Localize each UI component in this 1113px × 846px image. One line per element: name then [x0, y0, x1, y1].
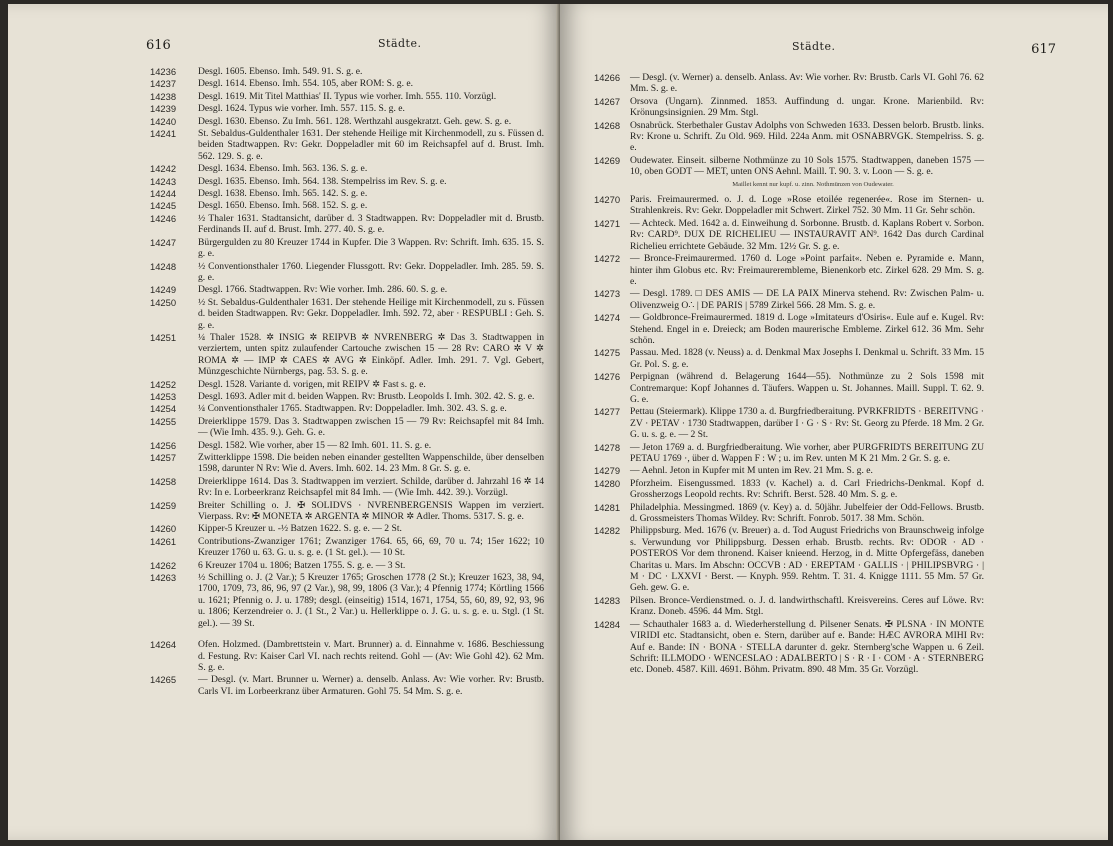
catalog-entry — [150, 523, 544, 534]
entry-text: Desgl. 1693. Adler mit d. beiden Wappen. Rv: Brustb. Leopolds I. Imh. 302. 42. S. g. e. — [198, 390, 535, 402]
catalog-entry — [150, 536, 544, 559]
entry-text: ½ Thaler 1631. Stadtansicht, darüber d. 3 Stadtwappen. Rv: Doppeladler mit d. Brustb. Ferdinands II. auf d. Brust. Imh. 277. 40. S. g. e. — [198, 212, 544, 236]
entry-number: 14262 — [150, 559, 177, 571]
entry-number: 14237 — [150, 78, 177, 90]
entry-number: 14284 — [594, 618, 621, 630]
entry-text: Pforzheim. Eisengussmed. 1833 (v. Kachel) a. d. Carl Friedrichs-Denkmal. Kopf d. Grossherzogs Leopold rechts. Rv: Schrift. Berst. 528. 40 Mm. S. g. e. — [630, 477, 984, 501]
catalog-entry — [150, 572, 544, 629]
catalog-entry — [594, 619, 984, 676]
entry-text: Perpignan (während d. Belagerung 1644—55). Nothmünze zu 2 Sols 1598 mit Contremarque: Kopf Johannes d. Täufers. Wappen u. St. Johannes. Maill. Suppl. T. 62. 9. G. e. — [630, 371, 984, 405]
entry-number: 14271 — [594, 217, 621, 229]
entry-text: Breiter Schilling o. J. ✠ SOLIDVS · NVRENBERGENSIS Wappen im verziert. Vierpass. Rv: ✠ MONETA ✲ ARGENTA ✲ MINOR ✲ Adler. Thoms. 5317. S. g. e. — [198, 499, 544, 523]
catalog-entry — [150, 176, 544, 187]
catalog-entry — [150, 284, 544, 295]
entry-number: 14259 — [150, 499, 177, 511]
catalog-entry — [594, 96, 984, 119]
page-number-right: 617 — [1031, 42, 1056, 57]
catalog-entry — [150, 391, 544, 402]
catalog-entry — [594, 194, 984, 217]
page-number-left: 616 — [146, 38, 171, 53]
right-page — [560, 4, 1108, 840]
entry-number: 14278 — [594, 441, 621, 453]
entry-text: Desgl. 1634. Ebenso. Imh. 563. 136. S. g. e. — [198, 163, 368, 175]
entry-text: Desgl. 1624. Typus wie vorher. Imh. 557. 115. S. g. e. — [198, 103, 405, 115]
entry-number: 14257 — [150, 452, 177, 463]
catalog-entry — [150, 674, 544, 697]
entry-text: Desgl. 1638. Ebenso. Imh. 565. 142. S. g. e. — [198, 188, 368, 200]
entry-number: 14277 — [594, 406, 621, 418]
catalog-entry — [594, 502, 984, 525]
entry-text: Desgl. 1766. Stadtwappen. Rv: Wie vorher. Imh. 286. 60. S. g. e. — [198, 284, 448, 296]
entry-number: 14260 — [150, 523, 177, 535]
entry-text: Desgl. 1582. Wie vorher, aber 15 — 82 Imh. 601. 11. S. g. e. — [198, 439, 432, 451]
entry-text: Paris. Freimaurermed. o. J. d. Loge »Rose etoilée regenerée«. Rose im Sternen- u. Strahlenkreis. Rv: Gekr. Doppeladler mit Schwert. Zirkel 752. 30 Mm. 11 Gr. Sehr schön. — [630, 194, 984, 217]
catalog-entry — [150, 163, 544, 174]
entry-text: ½ Conventionsthaler 1760. Liegender Flussgott. Rv: Gekr. Doppeladler. Imh. 285. 59. S. g. e. — [198, 260, 544, 283]
catalog-entry — [150, 103, 544, 114]
entry-number: 14246 — [150, 212, 177, 224]
entry-number: 14253 — [150, 390, 177, 402]
entry-text: — Jeton 1769 a. d. Burgfriedberaitung. Wie vorher, aber PURGFRIDTS BEREITUNG ZU PETAU 1769 ·, über d. Wappen F : W ; u. im Rev. unten M K 21 Mm. 2 Gr. S. g. e. — [630, 441, 984, 464]
catalog-entry — [150, 188, 544, 199]
catalog-entry — [594, 347, 984, 370]
entry-number: 14248 — [150, 260, 177, 272]
catalog-entry — [594, 218, 984, 252]
entry-text: Desgl. 1614. Ebenso. Imh. 554. 105, aber ROM: S. g. e. — [198, 78, 414, 90]
entry-text: Desgl. 1528. Variante d. vorigen, mit REIPV ✲ Fast s. g. e. — [198, 378, 426, 390]
catalog-entry — [150, 332, 544, 378]
catalog-entry — [594, 72, 984, 95]
entry-number: 14252 — [150, 378, 177, 390]
entry-number: 14268 — [594, 119, 621, 131]
entry-number: 14243 — [150, 175, 177, 187]
entry-number: 14280 — [594, 477, 621, 489]
catalog-entry — [150, 213, 544, 236]
entry-text: Zwitterklippe 1598. Die beiden neben einander gestellten Wappenschilde, über denselben 1598, darunter N Rv: Wie d. Avers. Imh. 602. 14. 23 Mm. 8 Gr. S. g. e. — [198, 452, 544, 475]
catalog-entry — [594, 253, 984, 287]
entry-number: 14245 — [150, 200, 177, 212]
entry-text: — Bronce-Freimaurermed. 1760 d. Loge »Point parfait«. Neben e. Pyramide e. Mann, hinter ihm Globus etc. Rv: Freimaurerembleme, Bienenkorb etc. Zirkel 628. 29 Mm. S. g. e. — [630, 253, 984, 287]
entry-text: — Schauthaler 1683 a. d. Wiederherstellung d. Pilsener Senats. ✠ PLSNA · IN MONTE VIRIDI etc. Stadtansicht, oben e. Stern, darüber auf e. Bande: HÆC AVRORA MIHI Rv: Auf e. Bande: IN · BONA · STELLA darunter d. gekr. Sternberg'sche Wappen u. 6 Zeil. Schrift: ILLMODO · WENCESLAO : ADALBERTO | S · R · I · COM · A · STERNBERG etc. Doneb. 4587. Kill. 4691. Böhm. Privatm. 890. 48 Mm. 35 Gr. Vorzügl. — [630, 618, 984, 676]
entry-text: Desgl. 1630. Ebenso. Zu Imh. 561. 128. Werthzahl ausgekratzt. Geh. gew. S. g. e. — [198, 115, 512, 127]
entry-number: 14266 — [594, 72, 621, 83]
entry-text: — Aehnl. Jeton in Kupfer mit M unten im Rev. 21 Mm. S. g. e. — [630, 465, 873, 477]
catalog-entry — [150, 403, 544, 414]
entry-text: Passau. Med. 1828 (v. Neuss) a. d. Denkmal Max Josephs I. Denkmal u. Schrift. 33 Mm. 15 Gr. Pol. S. g. e. — [630, 347, 984, 370]
left-column — [150, 66, 544, 698]
catalog-entry — [150, 440, 544, 451]
entry-number: 14276 — [594, 371, 621, 383]
catalog-entry — [150, 200, 544, 211]
entry-number: 14251 — [150, 331, 177, 343]
entry-number: 14283 — [594, 594, 621, 606]
entry-number: 14258 — [150, 475, 177, 487]
entry-text: Pilsen. Bronce-Verdienstmed. o. J. d. landwirthschaftl. Kreisvereins. Ceres auf Löwe. Rv: Kranz. Doneb. 4596. 44 Mm. Stgl. — [630, 594, 984, 618]
entry-text: Dreierklippe 1579. Das 3. Stadtwappen zwischen 15 — 79 Rv: Reichsapfel mit 84 Imh. — (Wie Imh. 435. 9.). Geh. G. e. — [198, 415, 544, 439]
entry-number: 14255 — [150, 415, 177, 427]
catalog-entry — [150, 379, 544, 390]
catalog-entry — [150, 452, 544, 475]
catalog-entry — [150, 560, 544, 571]
entry-text: — Desgl. 1789. □ DES AMIS — DE LA PAIX Minerva stehend. Rv: Zwischen Palm- u. Olivenzweig O∴ | DE PARIS | 5789 Zirkel 566. 28 Mm. S. g. e. — [630, 288, 984, 311]
entry-text: St. Sebaldus-Guldenthaler 1631. Der stehende Heilige mit Kirchenmodell, zu s. Füssen d. beiden Stadtwappen. Rv: Gekr. Doppeladler mit 60 im Reichsapfel auf d. Brust. Imh. 562. 129. S. g. e. — [198, 128, 544, 162]
catalog-entry — [594, 465, 984, 476]
entry-number: 14265 — [150, 674, 177, 686]
entry-text: Osnabrück. Sterbethaler Gustav Adolphs von Schweden 1633. Dessen belorb. Brustb. links. Rv: Krone u. Schrift. Zu Old. 969. Hild. 224a Anm. mit OSNABRVGK. Stempelriss. S. g. e. — [630, 119, 984, 154]
entry-number: 14282 — [594, 525, 621, 537]
entry-text: ¼ Thaler 1528. ✲ INSIG ✲ REIPVB ✲ NVRENBERG ✲ Das 3. Stadtwappen in verziertem, unten spitz zulaufender Cartouche zwischen 15 — 28 Rv: CARO ✲ V ✲ ROMA ✲ — IMP ✲ CAES ✲ AVG ✲ Einköpf. Adler. Imh. 291. 7. Vgl. Gebert, Münzgeschichte Nürnbergs, pag. 53. S. g. e. — [198, 331, 544, 378]
entry-number: 14241 — [150, 128, 177, 140]
catalog-entry — [150, 91, 544, 102]
entry-number: 14239 — [150, 103, 177, 115]
running-head-right: Städte. — [792, 40, 836, 53]
entry-number: 14249 — [150, 284, 177, 296]
entry-number: 14274 — [594, 312, 621, 324]
entry-text: Philadelphia. Messingmed. 1869 (v. Key) a. d. 50jähr. Jubelfeier der Odd-Fellows. Brustb. d. Grossmeisters Thomas Wildey. Rv: Schrift. Fonrob. 5017. 38 Mm. Schön. — [630, 501, 984, 525]
catalog-entry — [150, 416, 544, 439]
entry-number: 14247 — [150, 236, 177, 248]
entry-number: 14270 — [594, 194, 621, 206]
entry-number: 14240 — [150, 115, 177, 127]
entry-text: Dreierklippe 1614. Das 3. Stadtwappen im verziert. Schilde, darüber d. Jahrzahl 16 ✲ 14 Rv: In e. Lorbeerkranz Reichsapfel mit 84 Imh. — (Wie Imh. 442. 39.). Vorzügl. — [198, 475, 544, 499]
entry-text: Orsova (Ungarn). Zinnmed. 1853. Auffindung d. ungar. Krone. Marienbild. Rv: Krönungsinsignien. 29 Mm. Stgl. — [630, 95, 984, 119]
catalog-entry — [150, 297, 544, 331]
entry-text: ¼ Conventionsthaler 1765. Stadtwappen. Rv: Doppeladler. Imh. 302. 43. S. g. e. — [198, 403, 507, 415]
catalog-entry — [150, 116, 544, 127]
entry-text: Desgl. 1605. Ebenso. Imh. 549. 91. S. g. e. — [198, 66, 363, 77]
entry-text: Oudewater. Einseit. silberne Nothmünze zu 10 Sols 1575. Stadtwappen, daneben 1575 — 10, oben GODT — MET, unten ONS Aehnl. Maill. T. 90. 3. v. Loon — S. g. e. — [630, 154, 984, 178]
catalog-entry — [594, 120, 984, 154]
entry-text: — Achteck. Med. 1642 a. d. Einweihung d. Sorbonne. Brustb. d. Kaplans Robert v. Sorbon. Rv: CARD⁹. DUX DE RICHELIEU — INSTAURAVIT AN⁹. 1642 Das durch Cardinal Richelieu errichtete Gebäude. 32 Mm. 12½ Gr. S. g. e. — [630, 217, 984, 252]
right-column — [594, 72, 984, 677]
entry-text: Contributions-Zwanziger 1761; Zwanziger 1764. 65, 66, 69, 70 u. 74; 15er 1622; 10 Kreuzer 1760 u. 63. G. u. s. g. e. (1 St. gel.). — 10 St. — [198, 535, 544, 559]
footnote: Maillet kennt nur kupf. u. zinn. Nothmünzen von Oudewater. — [732, 180, 894, 188]
entry-number: 14238 — [150, 90, 177, 102]
catalog-entry — [594, 312, 984, 346]
entry-number: 14244 — [150, 188, 177, 200]
entry-number: 14267 — [594, 95, 621, 107]
catalog-entry — [150, 261, 544, 284]
entry-number: 14236 — [150, 66, 177, 77]
entry-number: 14273 — [594, 288, 621, 300]
catalog-entry — [594, 288, 984, 311]
catalog-entry — [150, 237, 544, 260]
entry-number: 14261 — [150, 535, 177, 547]
entry-text: Desgl. 1619. Mit Titel Matthias' II. Typus wie vorher. Imh. 555. 110. Vorzügl. — [198, 90, 497, 102]
catalog-entry — [594, 442, 984, 465]
entry-number: 14279 — [594, 465, 621, 477]
entry-text: Philippsburg. Med. 1676 (v. Breuer) a. d. Tod August Friedrichs von Braunschweig infolge s. Verwundung vor Philippsburg. Dessen erhab. Brustb. rechts. Rv: ODOR · AD · POSTEROS Vor dem thronend. Kaiser knieend. Herzog, in d. Mitte Opfergefäss, daneben Charitas u. Mars. Im Abschn: OCCVB : AD · EREPTAM · GALLIS · | PHILIPSBVRG · | M · DC · LXXVI · Berst. — Knyph. 959. Rehtm. T. 31. 4. Knigge 1111. 55 Mm. 57 Gr. Geh. gew. G. e. — [630, 525, 984, 594]
entry-number: 14242 — [150, 163, 177, 175]
entry-number: 14281 — [594, 501, 621, 513]
catalog-entry — [594, 595, 984, 618]
left-page — [8, 4, 560, 840]
catalog-entry — [150, 639, 544, 673]
entry-number: 14250 — [150, 296, 177, 308]
catalog-entry — [150, 476, 544, 499]
entry-number: 14263 — [150, 572, 177, 584]
entry-text: 6 Kreuzer 1704 u. 1806; Batzen 1755. S. g. e. — 3 St. — [198, 559, 406, 571]
entry-text: Desgl. 1635. Ebenso. Imh. 564. 138. Stempelriss im Rev. S. g. e. — [198, 175, 447, 187]
entry-number: 14264 — [150, 639, 177, 651]
entry-text: ½ St. Sebaldus-Guldenthaler 1631. Der stehende Heilige mit Kirchenmodell, zu s. Füssen d. beiden Stadtwappen. Rv: Gekr. Doppeladler. Imh. 592. 72, aber · RESPUBLI : Geh. S. g. e. — [198, 296, 544, 331]
catalog-entry — [594, 155, 984, 178]
catalog-entry — [594, 371, 984, 405]
entry-number: 14272 — [594, 253, 621, 265]
entry-text: Ofen. Holzmed. (Dambrettstein v. Mart. Brunner) a. d. Einnahme v. 1686. Beschiessung d. Festung. Rv: Kaiser Carl VI. nach rechts reitend. Gohl — (Av: Wie Gohl 42). 62 Mm. S. g. e. — [198, 639, 544, 673]
catalog-entry — [594, 406, 984, 440]
entry-text: ½ Schilling o. J. (2 Var.); 5 Kreuzer 1765; Groschen 1778 (2 St.); Kreuzer 1623, 38, 94, 1700, 1709, 73, 86, 96, 97 (2 Var.), 98, 99, 1806 (3 Var.); 4 Pfennig 1774; Körtling 1566 u. 1621; Pfennig o. J. u. 1789; desgl. (einseitig) 1514, 1671, 1754, 55, 60, 89, 92, 93, 96 u. 1806; Kerzendreier o. J. (1 St., 2 Var.) u. Hellerklippe o. J. G. u. s. g. e. u. Stgl. (1 St. gel.). — 39 St. — [198, 572, 544, 629]
entry-text: Desgl. 1650. Ebenso. Imh. 568. 152. S. g. e. — [198, 200, 368, 212]
running-head-left: Städte. — [378, 37, 422, 50]
catalog-entry — [150, 78, 544, 89]
entry-text: Kipper-5 Kreuzer u. -½ Batzen 1622. S. g. e. — 2 St. — [198, 523, 402, 535]
entry-text: Pettau (Steiermark). Klippe 1730 a. d. Burgfriedberaitung. PVRKFRIDTS · BEREITVNG · ZV · PETAV · 1730 Stadtwappen, darüber I · G · S · Rv: St. Georg zu Pferde. 18 Mm. 2 Gr. G. u. s. g. e. — 2 St. — [630, 406, 984, 441]
catalog-entry — [150, 128, 544, 162]
catalog-entry — [594, 525, 984, 593]
entry-number: 14275 — [594, 347, 621, 359]
entry-text: Bürgergulden zu 80 Kreuzer 1744 in Kupfer. Die 3 Wappen. Rv: Schrift. Imh. 635. 15. S. g. e. — [198, 236, 544, 260]
catalog-entry — [594, 478, 984, 501]
catalog-entry — [150, 66, 544, 77]
entry-text: — Desgl. (v. Werner) a. denselb. Anlass. Av: Wie vorher. Rv: Brustb. Carls VI. Gohl 76. 62 Mm. S. g. e. — [630, 72, 984, 95]
entry-number: 14254 — [150, 403, 177, 415]
entry-number: 14269 — [594, 154, 621, 166]
entry-text: — Goldbronce-Freimaurermed. 1819 d. Loge »Imitateurs d'Osiris«. Eule auf e. Kugel. Rv: Stehend. Engel in e. Dreieck; am Boden maurerische Embleme. Zirkel 612. 36 Mm. Sehr schön. — [630, 312, 984, 346]
entry-number: 14256 — [150, 439, 177, 451]
catalog-entry — [150, 500, 544, 523]
entry-text: — Desgl. (v. Mart. Brunner u. Werner) a. denselb. Anlass. Av: Wie vorher. Rv: Brustb. Carls VI. im Lorbeerkranz über Armaturen. Gohl 75. 54 Mm. S. g. e. — [198, 674, 544, 697]
